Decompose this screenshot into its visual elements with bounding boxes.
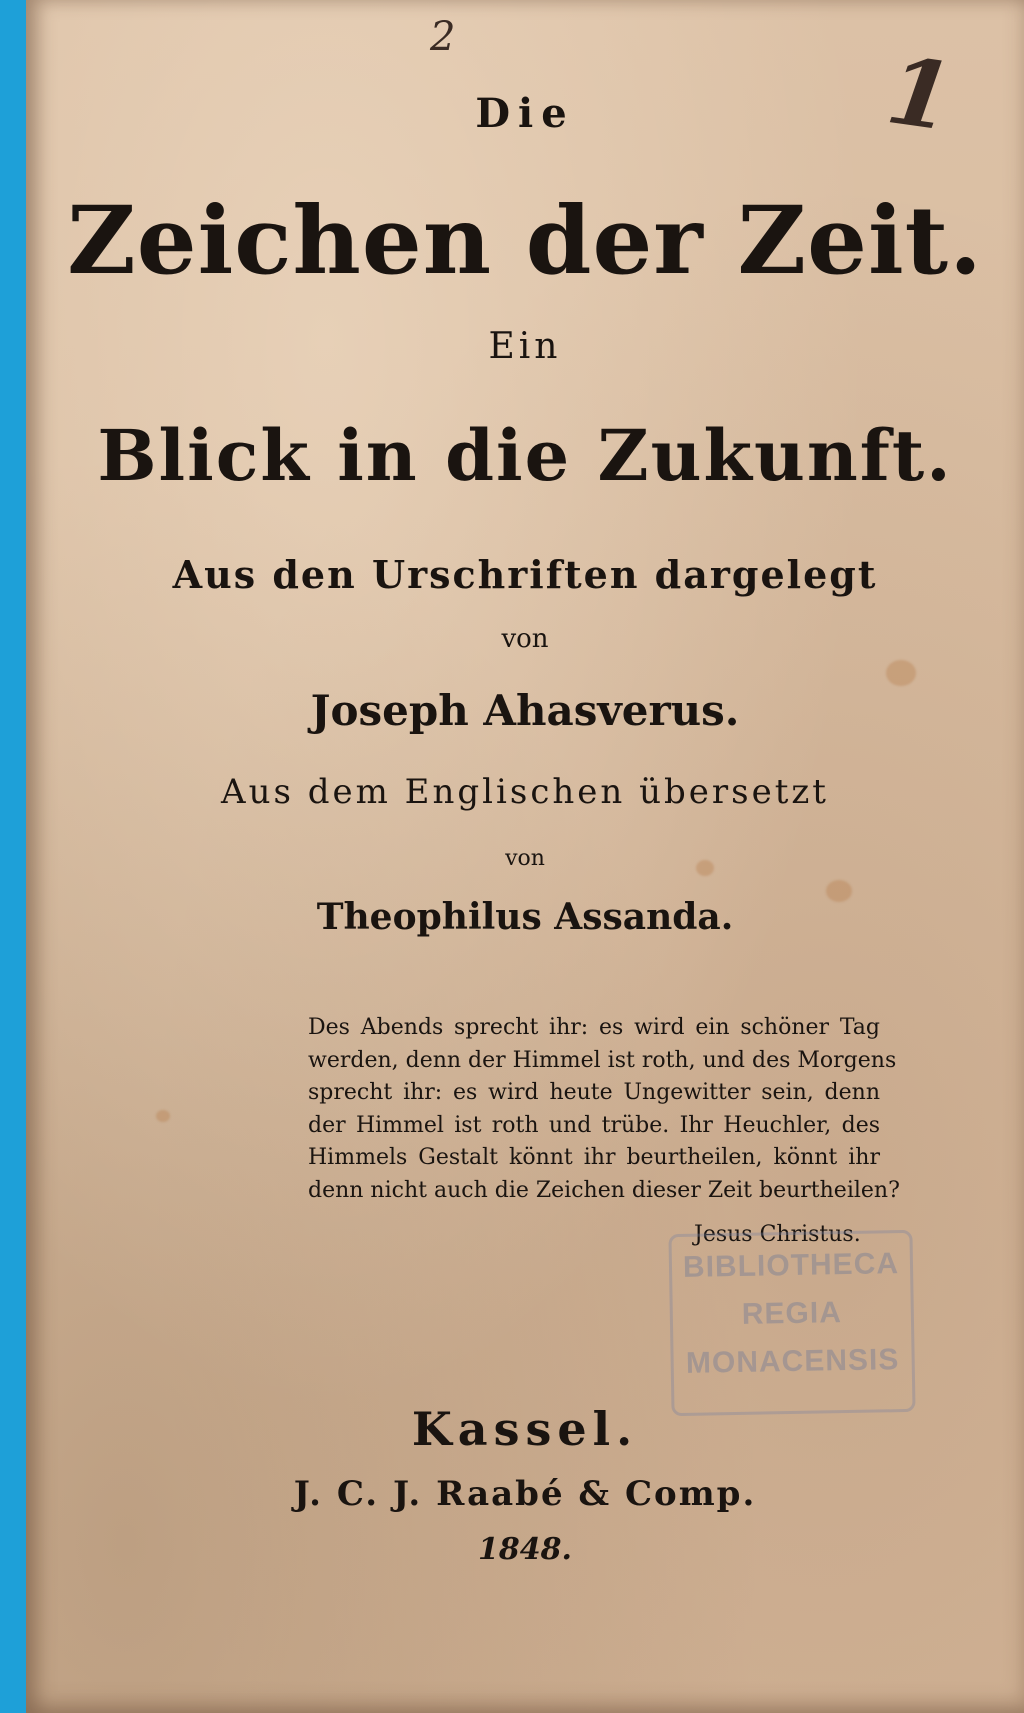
publication-year: 1848.: [478, 1532, 572, 1567]
handwritten-mark-left: 2: [430, 14, 456, 60]
epigraph-attribution: Jesus Christus.: [694, 1222, 861, 1247]
place-of-publication: Kassel.: [411, 1402, 639, 1456]
epigraph-line: der Himmel ist roth und trübe. Ihr Heuchler, des: [308, 1112, 880, 1138]
epigraph-line: Himmels Gestalt könnt ihr beurtheilen, könnt ihr: [308, 1145, 880, 1170]
von-line-2: von: [505, 846, 545, 871]
stamp-line: MONACENSIS: [685, 1343, 900, 1380]
translated-line: Aus dem Englischen übersetzt: [221, 772, 829, 812]
handwritten-mark-right: 1: [880, 36, 960, 152]
from-sources-line: Aus den Urschriften dargelegt: [172, 552, 878, 597]
epigraph-line: sprecht ihr: es wird heute Ungewitter sein, denn: [308, 1080, 880, 1105]
foxing-spot: [156, 1110, 170, 1122]
subtitle-ein: Ein: [488, 326, 562, 367]
stamp-line: BIBLIOTHECA: [682, 1247, 900, 1284]
von-line-1: von: [501, 624, 549, 654]
publisher-name: J. C. J. Raabé & Comp.: [293, 1474, 757, 1514]
epigraph-quote: [308, 1012, 900, 1207]
epigraph-line: denn nicht auch die Zeichen dieser Zeit beurtheilen?: [308, 1177, 900, 1203]
title-small-die: Die: [475, 90, 575, 137]
epigraph-line: Des Abends sprecht ihr: es wird ein schöner Tag: [308, 1015, 880, 1040]
foxing-spot: [886, 660, 916, 686]
author-name: Joseph Ahasverus.: [310, 686, 740, 735]
main-title: Zeichen der Zeit.: [67, 186, 983, 296]
stamp-line: REGIA: [741, 1296, 843, 1331]
epigraph-line: werden, denn der Himmel ist roth, und des Morgens: [308, 1047, 897, 1073]
translator-name: Theophilus Assanda.: [316, 896, 734, 938]
title-page: [26, 0, 1024, 1713]
subtitle-main: Blick in die Zukunft.: [97, 414, 953, 497]
library-stamp: [668, 1230, 915, 1416]
